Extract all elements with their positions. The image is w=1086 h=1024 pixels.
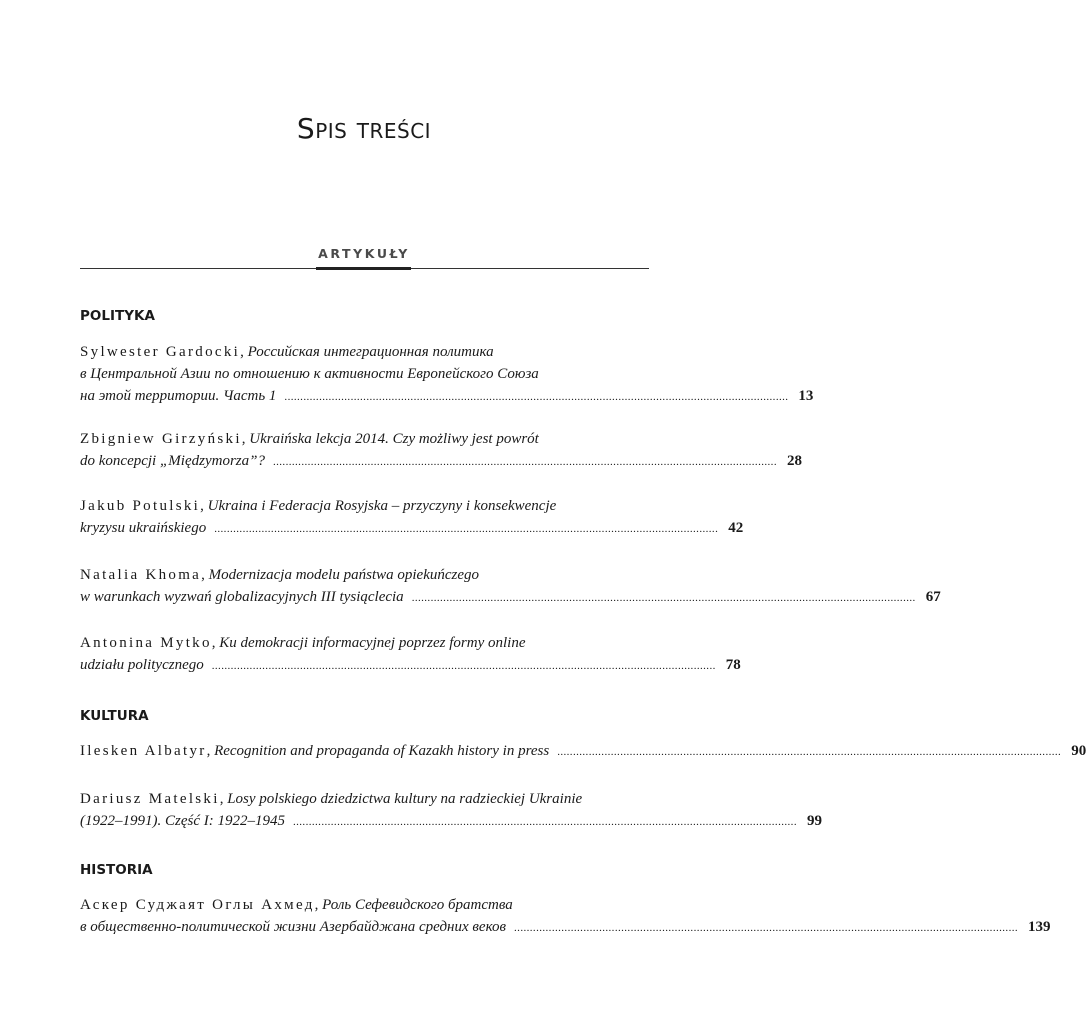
- page-number: 28: [786, 453, 802, 469]
- entry-title: на этой территории. Часть 1: [80, 388, 277, 404]
- toc-entry: Sylwester Gardocki, Российская интеграционная политика в Центральной Азии по отношению к активности Европейского Союза на этой территории. Часть 1 ................................................................................................................................................................ 13: [80, 341, 649, 407]
- page-number: 99: [806, 813, 822, 829]
- entry-author: Аскер Суджаят Оглы Ахмед: [80, 897, 315, 913]
- dot-leader: ................................................................................................................................................................: [284, 391, 789, 403]
- entry-title: в общественно-политической жизни Азербайджана средних веков: [80, 919, 507, 935]
- toc-entry: Antonina Mytko, Ku demokracji informacyjnej poprzez formy online udziału politycznego ................................................................................................................................................................ 78: [80, 632, 649, 676]
- toc-entry: Natalia Khoma, Modernizacja modelu państwa opiekuńczego w warunkach wyzwań globalizacyjnych III tysiąclecia ................................................................................................................................................................ 67: [80, 564, 649, 608]
- dot-leader: ................................................................................................................................................................: [211, 660, 716, 672]
- entry-title: в Центральной Азии по отношению к активности Европейского Союза: [80, 366, 539, 382]
- category-heading: KULTURA: [80, 708, 149, 724]
- entry-author: Dariusz Matelski: [80, 791, 220, 807]
- page-title: Spis treści: [296, 112, 432, 145]
- page-number: 13: [798, 388, 814, 404]
- dot-leader: ................................................................................................................................................................: [292, 816, 797, 828]
- dot-leader: ................................................................................................................................................................: [411, 592, 916, 604]
- page-number: 42: [728, 520, 744, 536]
- entry-author: Ilesken Albatyr: [80, 743, 207, 759]
- dot-leader: ................................................................................................................................................................: [272, 456, 777, 468]
- dot-leader: ................................................................................................................................................................: [557, 746, 1062, 758]
- entry-author: Natalia Khoma: [80, 567, 202, 583]
- entry-author: Sylwester Gardocki: [80, 344, 241, 360]
- entry-title: (1922–1991). Część I: 1922–1945: [80, 813, 285, 829]
- dot-leader: ................................................................................................................................................................: [214, 523, 719, 535]
- entry-title: Ku demokracji informacyjnej poprzez formy online: [219, 635, 526, 651]
- toc-entry: Zbigniew Girzyński, Ukraińska lekcja 2014. Czy możliwy jest powrót do koncepcji „Międzymorza”? ................................................................................................................................................................ 28: [80, 428, 649, 472]
- entry-title: kryzysu ukraińskiego: [80, 520, 207, 536]
- entry-title: do koncepcji „Międzymorza”?: [80, 453, 265, 469]
- page-number: 90: [1071, 743, 1086, 759]
- toc-entry: Dariusz Matelski, Losy polskiego dziedzictwa kultury na radzieckiej Ukrainie (1922–1991). Część I: 1922–1945 ................................................................................................................................................................ 99: [80, 788, 649, 832]
- entry-title: Российская интеграционная политика: [247, 344, 494, 360]
- page-number: 139: [1028, 919, 1051, 935]
- toc-entry: Jakub Potulski, Ukraina i Federacja Rosyjska – przyczyny i konsekwencje kryzysu ukraińskiego ................................................................................................................................................................ 42: [80, 495, 649, 539]
- entry-title: Ukraińska lekcja 2014. Czy możliwy jest powrót: [249, 431, 539, 447]
- toc-entry: Аскер Суджаят Оглы Ахмед, Роль Сефевидского братства в общественно-политической жизни Азербайджана средних веков ................................................................................................................................................................ 139: [80, 894, 649, 938]
- section-label: ARTYKUŁY: [318, 246, 410, 261]
- entry-author: Zbigniew Girzyński: [80, 431, 242, 447]
- dot-leader: ................................................................................................................................................................: [514, 922, 1019, 934]
- toc-entry: Ilesken Albatyr, Recognition and propaganda of Kazakh history in press ................................................................................................................................................................ 90: [80, 740, 649, 762]
- entry-title: Recognition and propaganda of Kazakh history in press: [214, 743, 550, 759]
- entry-title: Ukraina i Federacja Rosyjska – przyczyny i konsekwencje: [207, 498, 557, 514]
- page-number: 67: [925, 589, 941, 605]
- entry-title: Modernizacja modelu państwa opiekuńczego: [208, 567, 479, 583]
- page-number: 78: [725, 657, 741, 673]
- section-rule-accent: [316, 267, 411, 270]
- entry-title: udziału politycznego: [80, 657, 204, 673]
- category-heading: HISTORIA: [80, 862, 153, 878]
- entry-title: Losy polskiego dziedzictwa kultury na radzieckiej Ukrainie: [227, 791, 583, 807]
- entry-title: w warunkach wyzwań globalizacyjnych III tysiąclecia: [80, 589, 404, 605]
- entry-author: Jakub Potulski: [80, 498, 201, 514]
- entry-title: Роль Сефевидского братства: [322, 897, 513, 913]
- entry-author: Antonina Mytko: [80, 635, 212, 651]
- category-heading: POLITYKA: [80, 308, 155, 324]
